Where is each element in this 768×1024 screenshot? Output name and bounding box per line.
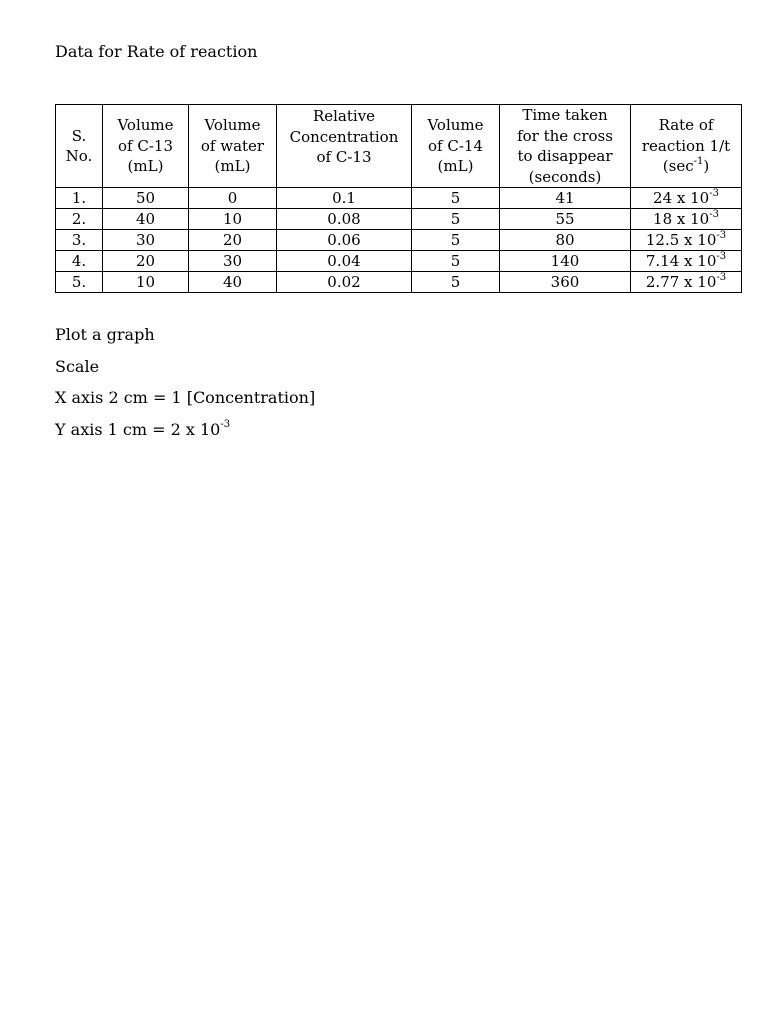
table-row — [56, 251, 742, 272]
header-volume-c13: Volume of C-13 (mL) — [103, 105, 189, 188]
page-title: Data for Rate of reaction — [55, 42, 258, 61]
graph-instructions — [55, 324, 315, 450]
cell-volume-water: 30 — [189, 251, 277, 272]
table-row — [56, 209, 742, 230]
table-row — [56, 272, 742, 293]
cell-rate: 12.5 x $10^{-3}$ — [631, 230, 742, 251]
cell-time-taken: 80 — [500, 230, 631, 251]
cell-relative-concentration: 0.08 — [277, 209, 412, 230]
header-volume-c14: Volume of C-14 (mL) — [412, 105, 500, 188]
cell-sno: 3. — [56, 230, 103, 251]
cell-relative-concentration: 0.1 — [277, 188, 412, 209]
cell-volume-c14: 5 — [412, 272, 500, 293]
cell-volume-c13: 20 — [103, 251, 189, 272]
header-sno: S. No. — [56, 105, 103, 188]
y-axis-scale: Y axis 1 cm = 2 x $10^{-3}$ — [55, 419, 231, 439]
scale-heading: Scale — [55, 356, 100, 376]
rate-data-table — [55, 104, 742, 293]
x-axis-scale: X axis 2 cm = 1 [Concentration] — [55, 388, 316, 407]
cell-rate: 18 x $10^{-3}$ — [631, 209, 742, 230]
cell-volume-c13: 50 — [103, 188, 189, 209]
cell-volume-water: 40 — [189, 272, 277, 293]
cell-volume-c14: 5 — [412, 251, 500, 272]
plot-instruction: Plot a graph — [55, 325, 155, 344]
cell-volume-water: 20 — [189, 230, 277, 251]
cell-time-taken: 41 — [500, 188, 631, 209]
cell-volume-c14: 5 — [412, 188, 500, 209]
cell-volume-water: 0 — [189, 188, 277, 209]
cell-volume-c14: 5 — [412, 230, 500, 251]
table-row — [56, 230, 742, 251]
cell-relative-concentration: 0.06 — [277, 230, 412, 251]
cell-rate: 2.77 x $10^{-3}$ — [631, 272, 742, 293]
cell-volume-c13: 30 — [103, 230, 189, 251]
cell-volume-c14: 5 — [412, 209, 500, 230]
cell-time-taken: 140 — [500, 251, 631, 272]
header-rate-of-reaction: Rate of reaction 1/t $(\sec^{-1})$ — [631, 105, 742, 188]
header-volume-water: Volume of water (mL) — [189, 105, 277, 188]
cell-rate: 7.14 x $10^{-3}$ — [631, 251, 742, 272]
cell-volume-water: 10 — [189, 209, 277, 230]
cell-time-taken: 360 — [500, 272, 631, 293]
cell-relative-concentration: 0.04 — [277, 251, 412, 272]
cell-time-taken: 55 — [500, 209, 631, 230]
cell-sno: 2. — [56, 209, 103, 230]
cell-volume-c13: 40 — [103, 209, 189, 230]
cell-relative-concentration: 0.02 — [277, 272, 412, 293]
header-time-taken: Time taken for the cross to disappear (seconds) — [500, 105, 631, 188]
cell-sno: 5. — [56, 272, 103, 293]
cell-volume-c13: 10 — [103, 272, 189, 293]
cell-sno: 1. — [56, 188, 103, 209]
header-relative-concentration: Relative Concentration of C-13 — [277, 105, 412, 188]
table-row — [56, 188, 742, 209]
cell-rate: 24 x $10^{-3}$ — [631, 188, 742, 209]
table-header-row — [56, 105, 742, 188]
cell-sno: 4. — [56, 251, 103, 272]
